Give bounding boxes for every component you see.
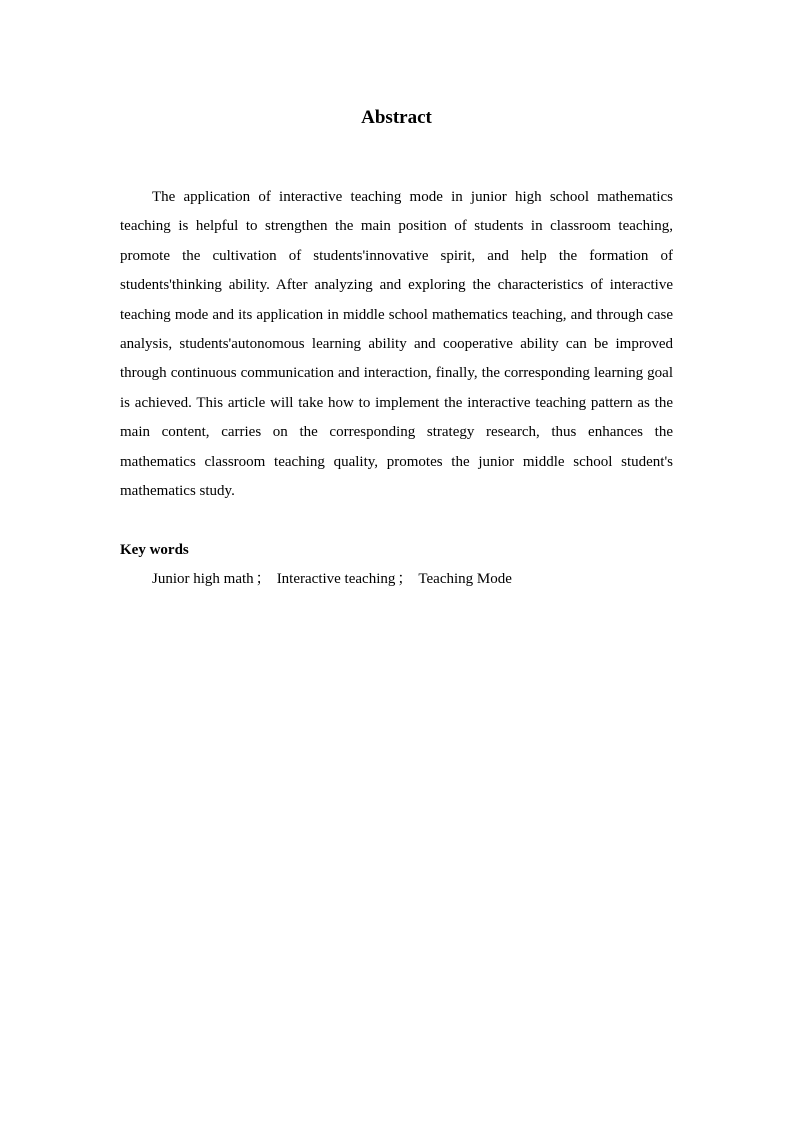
abstract-title: Abstract [361,107,432,128]
keyword-separator: ； [397,571,413,587]
abstract-body-text: The application of interactive teaching mode in junior high school mathematics teaching is helpful to strengthen the main position of students in classroom teaching, promote the cultivation of students'innovative spirit, and help the formation of students'thinking ability. After analyzing and exploring the characteristics of interactive teaching mode and its application in middle school mathematics teaching, and through case analysis, students'autonomous learning ability and cooperative ability can be improved through continuous communication and interaction, finally, the corresponding learning goal is achieved. This article will take how to implement the interactive teaching pattern as the main content, carries on the corresponding strategy research, thus enhances the mathematics classroom teaching quality, promotes the junior middle school student's mathematics study. [120,189,673,500]
keyword-separator: ； [255,571,271,587]
keyword-item: Junior high math [152,571,254,587]
keywords-list [152,566,512,592]
keyword-item: Teaching Mode [418,571,512,587]
keywords-heading: Key words [120,542,189,558]
keyword-item: Interactive teaching [276,571,396,587]
